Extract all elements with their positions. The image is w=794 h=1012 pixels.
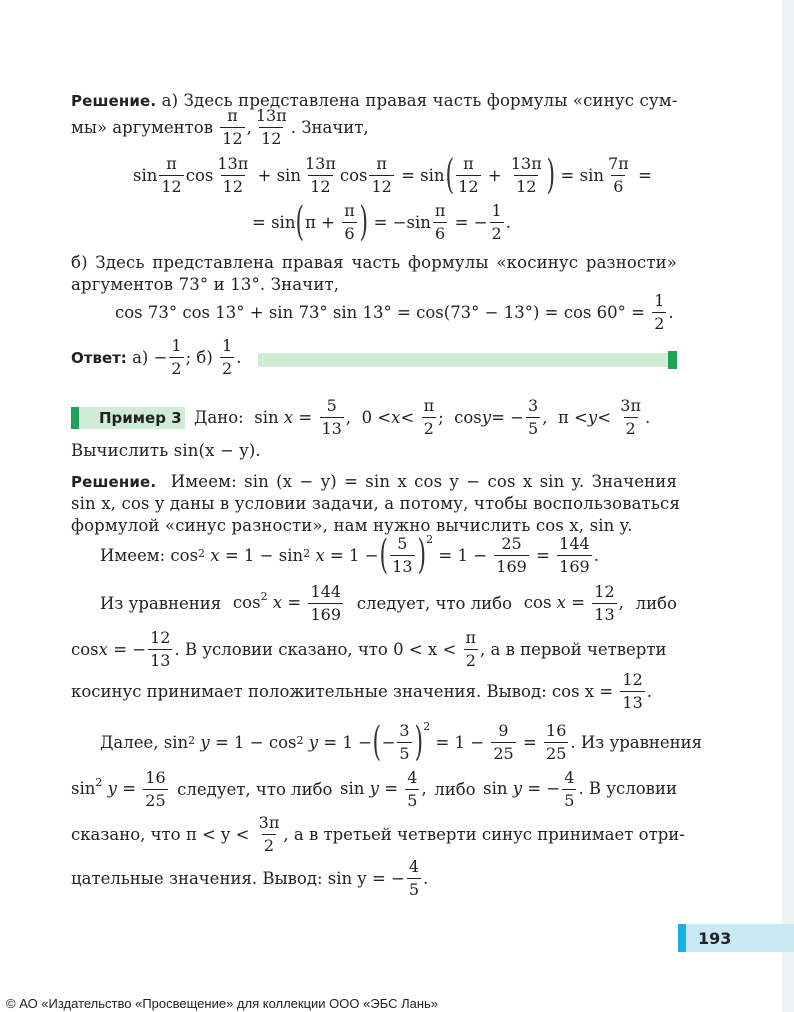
example-label: Пример 3 xyxy=(99,409,182,427)
solution2-paragraph: Решение. Имеем: sin (x − y) = sin x cos y − cos x sin y. Значения sin x, cos y даны в условии задачи, а потому, чтобы воспользоваться формулой «синус разности», нам нужно вычислить cos x, sin y. xyxy=(71,472,681,535)
example-given: Дано: sin x = $\frac{5}{13}$ , 0 < x < $\frac{\pi}{2}$ ; cos y = − $\frac{3}{5}$ , π < y < $\frac{3\pi}{2}$ . xyxy=(194,396,651,438)
from-equation-line: Из уравнения $\cos^2 x$ = $\frac{144}{169}$ следует, что либо cos x = $\frac{12}{13}$ , либо xyxy=(100,582,677,624)
example-marker xyxy=(71,407,79,429)
copyright-footer: © АО «Издательство «Просвещение» для коллекции ООО «ЭБС Лань» xyxy=(6,996,439,1011)
equation-cos-diff: cos 73° cos 13° + sin 73° sin 13° = cos(73° − 13°) = cos 60° = $\frac{1}{2}$ . xyxy=(115,291,674,333)
equation-sin2y: Далее, sin $^2$ y = 1 − cos $^2$ y = 1 − ( − $\frac{3}{5}$ ) $^2$ = 1 − $\frac{9}{25}$ = $\frac{16}{25}$ . Из уравнения xyxy=(100,719,703,765)
cos-condition-line: cos x = − $\frac{12}{13}$ . В условии сказано, что 0 < x < $\frac{\pi}{2}$ , а в первой четверти xyxy=(71,628,667,670)
solution-label: Решение. xyxy=(71,92,157,110)
answer-line: Ответ: а) − $\frac{1}{2}$ ; б) $\frac{1}{2}$ . xyxy=(71,336,242,378)
answer-highlight-bar xyxy=(258,353,668,367)
arguments-line: мы» аргументов $\frac{\pi}{12}$ , $\frac{13\pi}{12}$ . Значит, xyxy=(71,106,369,148)
sin-conclusion-line: цательные значения. Вывод: sin y = − $\frac{4}{5}$ . xyxy=(71,857,429,899)
example-label-box xyxy=(79,407,185,429)
page-number-marker xyxy=(678,924,686,952)
cos-conclusion-line: косинус принимает положительные значения. Вывод: cos x = $\frac{12}{13}$ . xyxy=(71,670,653,712)
page-number-box xyxy=(686,924,794,952)
equation-cos2x: Имеем: cos $^2$ x = 1 − sin $^2$ x = 1 − ( $\frac{5}{13}$ ) $^2$ = 1 − $\frac{25}{169}$ = $\frac{144}{169}$ . xyxy=(100,532,599,578)
sin-either-line: $\sin^2 y$ = $\frac{16}{25}$ следует, что либо sin y = $\frac{4}{5}$ , либо sin y = − $\frac{4}{5}$ . В условии xyxy=(71,768,677,810)
page-number: 193 xyxy=(698,929,732,948)
sin-condition-line: сказано, что π < y < $\frac{3\pi}{2}$ , а в третьей четверти синус принимает отри- xyxy=(71,813,685,855)
equation-sin-result: = sin ( π + $\frac{\pi}{6}$ ) = −sin $\frac{\pi}{6}$ = − $\frac{1}{2}$ . xyxy=(252,199,511,245)
equation-sin-sum: sin $\frac{\pi}{12}$ cos $\frac{13\pi}{12}$ + sin $\frac{13\pi}{12}$ cos $\frac{\pi}{12}$ = sin ( $\frac{\pi}{12}$ + $\frac{13\pi}{12}$ ) = sin $\frac{7\pi}{6}$ = xyxy=(133,152,652,198)
answer-bar-marker xyxy=(668,351,677,369)
example-task: Вычислить sin(x − y). xyxy=(71,441,261,460)
solution-a-text: а) Здесь представлена правая часть формулы «синус сум- xyxy=(161,91,678,110)
solution-b-paragraph: б) Здесь представлена правая часть формулы «косинус разности» аргументов 73° и 13°. Значит, xyxy=(71,253,677,294)
